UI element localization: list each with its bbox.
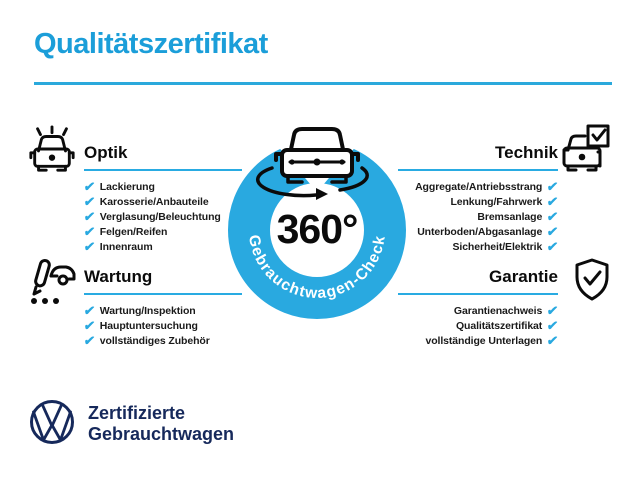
technik-car-checkbox-icon (560, 124, 612, 174)
check-icon: ✔ (82, 318, 96, 333)
section-optik-title: Optik (84, 143, 242, 171)
optik-item: ✔ Lackierung (82, 179, 155, 194)
section-technik-title: Technik (398, 143, 558, 171)
wartung-item: ✔ Wartung/Inspektion (82, 303, 196, 318)
optik-car-shine-icon (27, 125, 77, 173)
check-icon: ✔ (82, 209, 96, 224)
wartung-service-checklist-icon (24, 255, 76, 307)
check-icon: ✔ (82, 179, 96, 194)
check-icon: ✔ (82, 224, 96, 239)
section-wartung-title: Wartung (84, 267, 242, 295)
page-title: Qualitätszertifikat (34, 28, 268, 60)
check-icon: ✔ (546, 333, 560, 348)
brand-claim (88, 403, 234, 445)
garantie-shield-check-icon (574, 258, 610, 302)
check-icon: ✔ (546, 318, 560, 333)
check-icon: ✔ (546, 239, 560, 254)
check-icon: ✔ (546, 303, 560, 318)
check-icon: ✔ (82, 303, 96, 318)
technik-item: Lenkung/Fahrwerk ✔ (450, 194, 560, 209)
technik-item: Sicherheit/Elektrik ✔ (452, 239, 560, 254)
ring-curved-label: Gebrauchtwagen-Check (245, 233, 389, 303)
section-optik (84, 143, 242, 254)
garantie-item: Qualitätszertifikat ✔ (455, 318, 560, 333)
check-icon: ✔ (546, 209, 560, 224)
degree-label: 360° (276, 206, 358, 252)
check-icon: ✔ (546, 179, 560, 194)
check-icon: ✔ (82, 194, 96, 209)
check-icon: ✔ (546, 194, 560, 209)
brand-line-1: Zertifizierte (88, 403, 186, 423)
garantie-item: vollständige Unterlagen ✔ (425, 333, 560, 348)
check-icon: ✔ (82, 239, 96, 254)
section-technik (398, 143, 558, 254)
wartung-item: ✔ vollständiges Zubehör (82, 333, 210, 348)
technik-item: Aggregate/Antriebsstrang ✔ (415, 179, 560, 194)
brand-line-2: Gebrauchtwagen (88, 424, 235, 444)
section-garantie (398, 267, 558, 348)
optik-item: ✔ Verglasung/Beleuchtung (82, 209, 221, 224)
technik-item: Bremsanlage ✔ (477, 209, 560, 224)
garantie-item: Garantienachweis ✔ (453, 303, 560, 318)
section-wartung (84, 267, 242, 348)
check-icon: ✔ (546, 224, 560, 239)
wartung-item: ✔ Hauptuntersuchung (82, 318, 198, 333)
technik-item: Unterboden/Abgasanlage ✔ (417, 224, 560, 239)
check-icon: ✔ (82, 333, 96, 348)
optik-item: ✔ Felgen/Reifen (82, 224, 168, 239)
vw-logo (28, 398, 76, 446)
header-divider (34, 82, 612, 85)
optik-item: ✔ Karosserie/Anbauteile (82, 194, 209, 209)
optik-item: ✔ Innenraum (82, 239, 153, 254)
section-garantie-title: Garantie (398, 267, 558, 295)
